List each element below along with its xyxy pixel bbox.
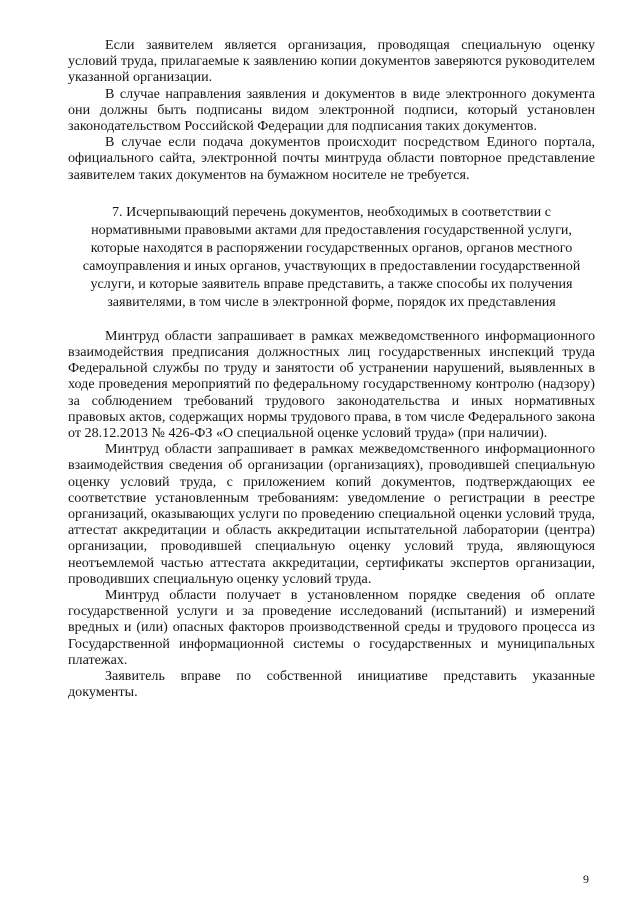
- paragraph-portal-submission: В случае если подача документов происходит посредством Единого портала, официального сайта, электронной почты минтруда области повторное представление заявителем таких документов на бумажном носителе не требуется.: [68, 134, 595, 183]
- paragraph-certification: Если заявителем является организация, проводящая специальную оценку условий труда, прилагаемые к заявлению копии документов заверяются руководителем указанной организации.: [68, 37, 595, 86]
- paragraph-payment-info: Минтруд области получает в установленном порядке сведения об оплате государственной услуги и за проведение исследований (испытаний) и измерений вредных и (или) опасных факторов производственной среды и трудового процесса из Государственной информационной системы о государственных и муниципальных платежах.: [68, 587, 595, 668]
- paragraph-organization-info: Минтруд области запрашивает в рамках межведомственного информационного взаимодействия сведения об организации (организациях), проводившей специальную оценку условий труда, с приложением копий документов, подтверждающих ее соответствие установленным требованиям: уведомление о регистрации в реестре организаций, оказывающих услуги по проведению специальной оценки условий труда, аттестат аккредитации и область аккредитации испытательной лаборатории (центра) организации, проводившей специальную оценку условий труда, являющуюся неотъемлемой частью аттестата аккредитации, сертификаты экспертов организации, проводивших специальную оценку условий труда.: [68, 441, 595, 587]
- section-heading: 7. Исчерпывающий перечень документов, необходимых в соответствии с нормативными правовыми актами для предоставления государственной услуги, которые находятся в распоряжении государственных органов, органов местного самоуправления и иных органов, участвующих в предоставлении государственной услуги, и которые заявитель вправе представить, а также способы их получения заявителями, в том числе в электронной форме, порядок их представления: [82, 203, 581, 310]
- paragraph-inspection-requests: Минтруд области запрашивает в рамках межведомственного информационного взаимодействия предписания должностных лиц государственных инспекций труда Федеральной службы по труду и занятости об устранении нарушений, выявленных в ходе проведения мероприятий по федеральному государственному контролю (надзору) за соблюдением требований трудового законодательства и иных нормативных правовых актов, содержащих нормы трудового права, в том числе Федерального закона от 28.12.2013 № 426-ФЗ «О специальной оценке условий труда» (при наличии).: [68, 327, 595, 442]
- paragraph-electronic-signature: В случае направления заявления и документов в виде электронного документа они должны быть подписаны видом электронной подписи, который установлен законодательством Российской Федерации для подписания таких документов.: [68, 85, 595, 135]
- document-page: [68, 37, 595, 701]
- page-number: 9: [583, 872, 589, 886]
- paragraph-applicant-initiative: Заявитель вправе по собственной инициативе представить указанные документы.: [68, 668, 595, 701]
